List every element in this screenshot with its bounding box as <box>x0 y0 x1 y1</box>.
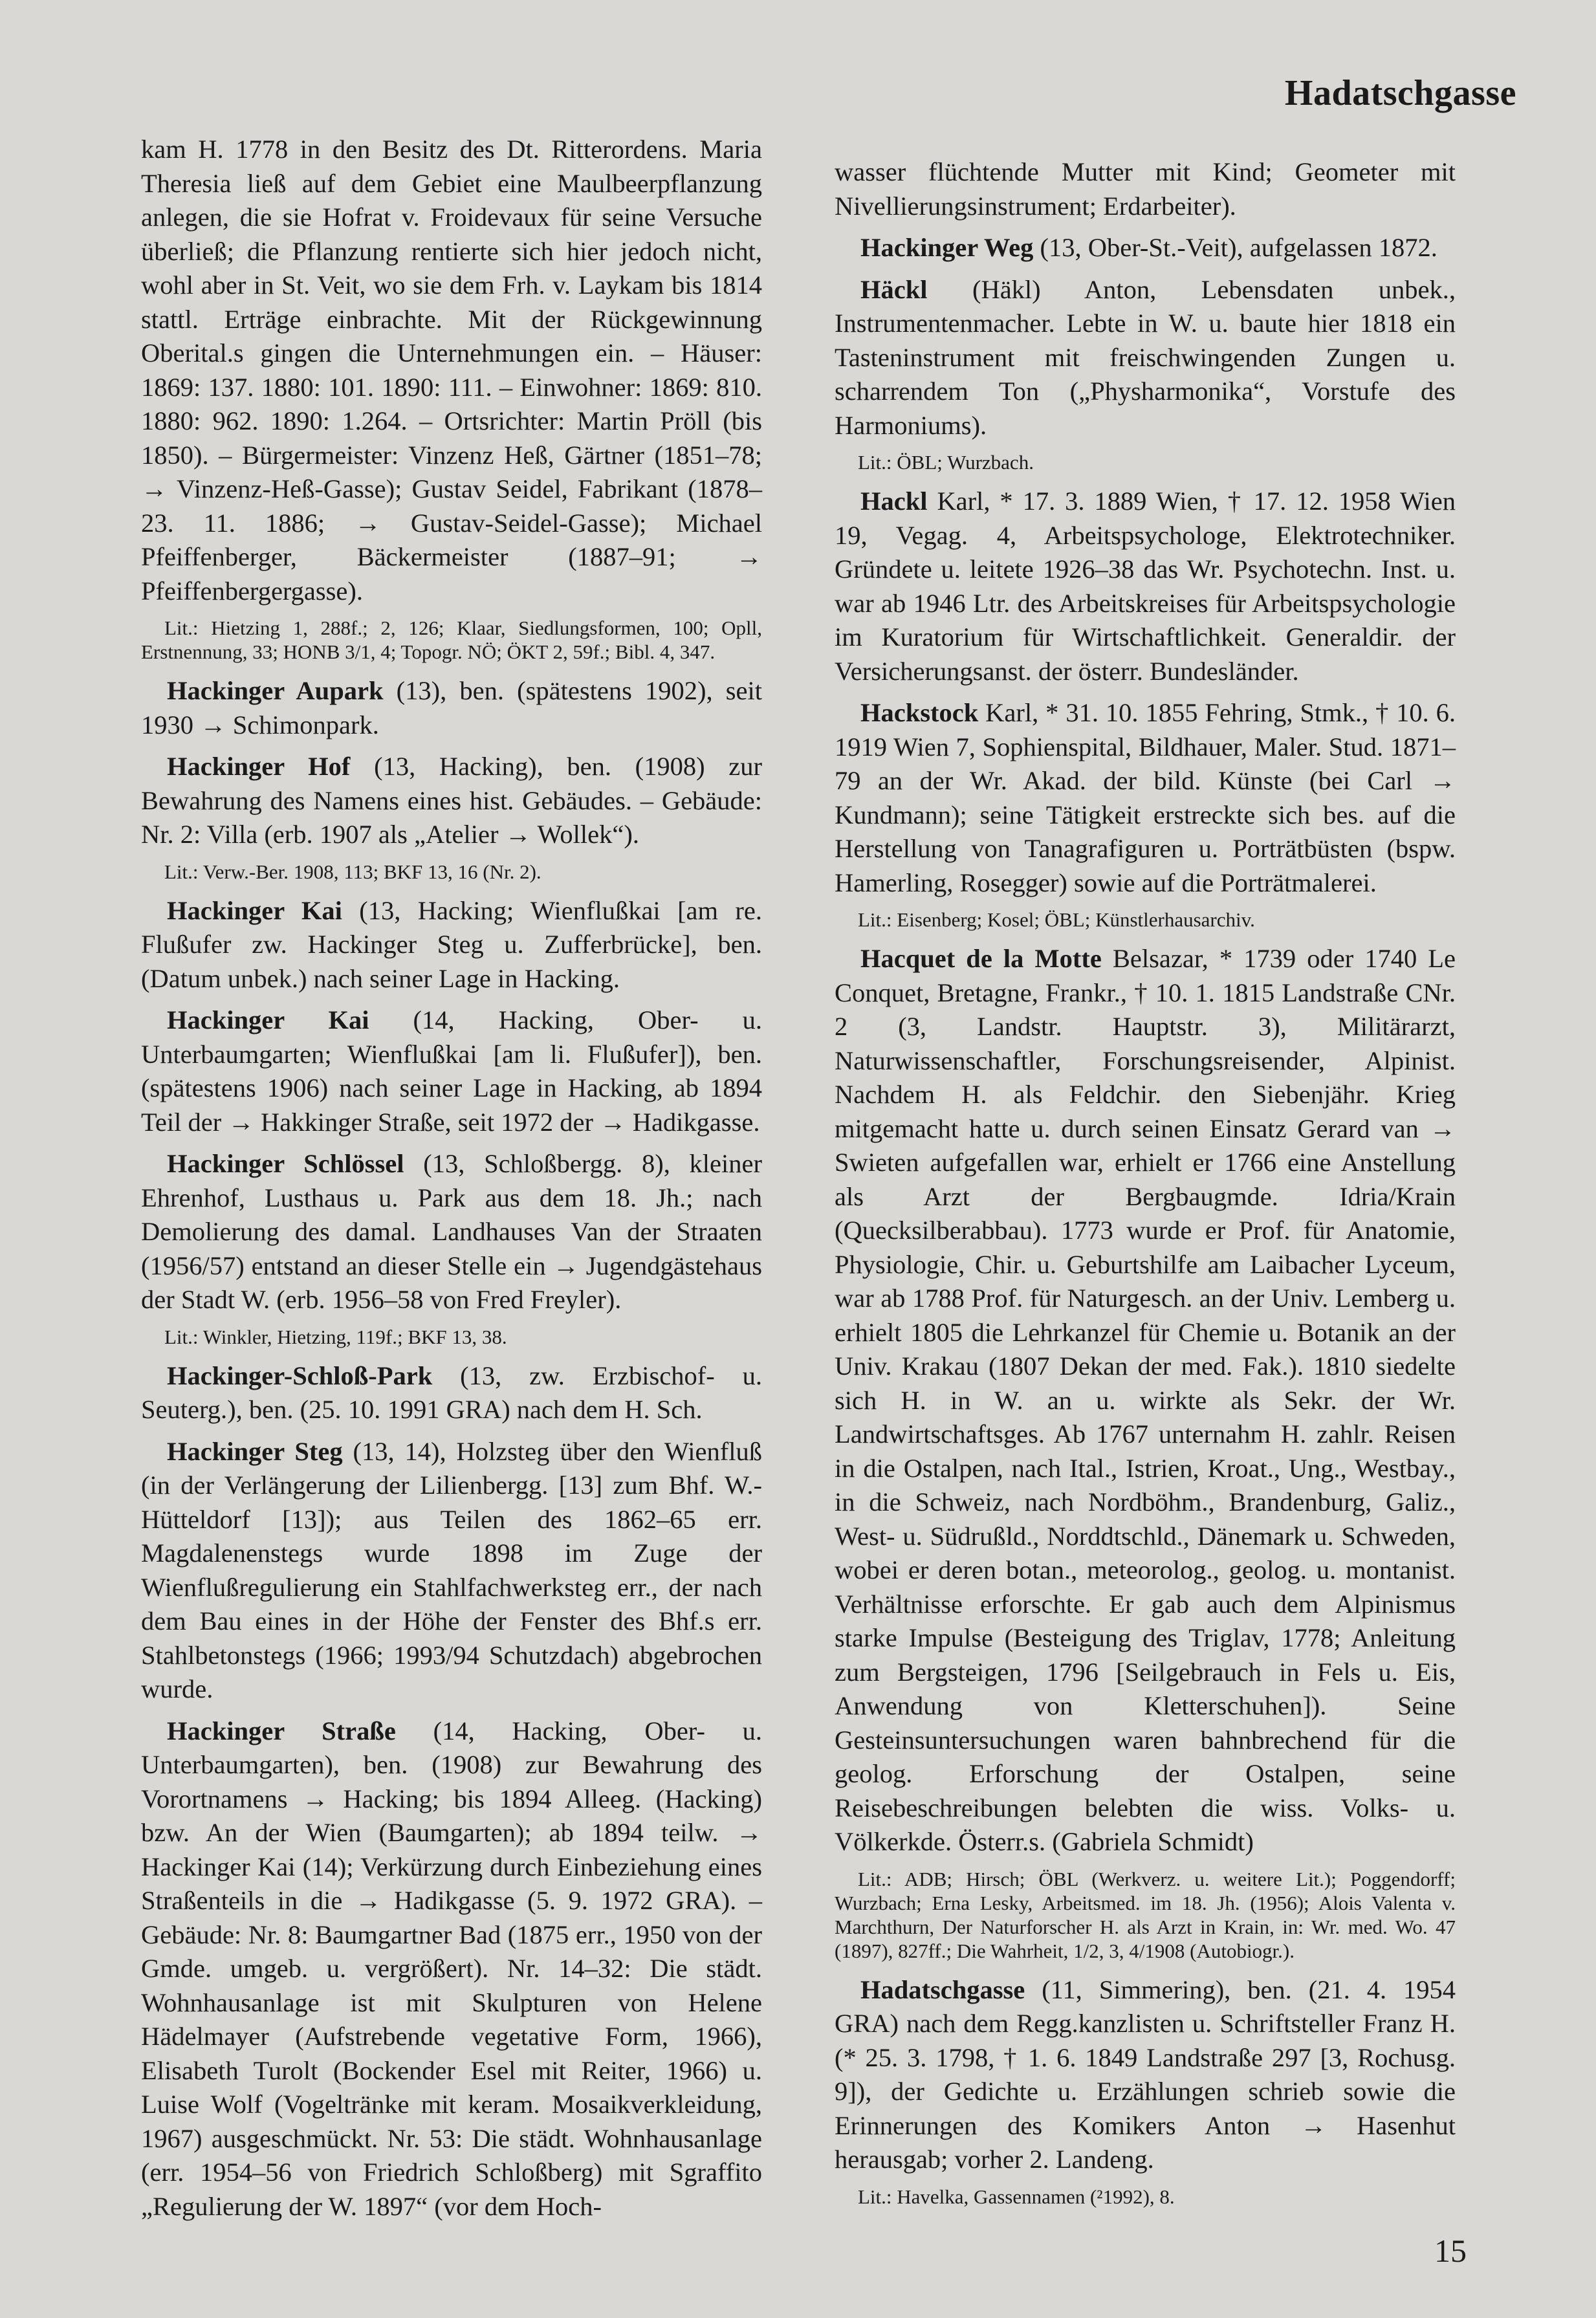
entry-literature: Lit.: Winkler, Hietzing, 119f.; BKF 13, 38. <box>164 1325 507 1348</box>
entry-text: Belsazar, * 1739 oder 1740 Le Conquet, Bretagne, Frankr., † 10. 1. 1815 Landstraße CNr. 2 (3, Landstr. Hauptstr. 3), Militärarzt, Naturwissenschaftler, Forschungsreisender, Alpinist. Nachdem H. als Feldchir. den Siebenjähr. Krieg mitgemacht hatte u. durch seinen Einsatz Gerard van → Swieten aufgefallen war, erhielt er 1766 eine Anstellung als Arzt der Bergbaugmde. Idria/Krain (Quecksilberabbau). 1773 wurde er Prof. für Anatomie, Physiologie, Chir. u. Geburtshilfe am Laibacher Lyceum, war ab 1788 Prof. für Naturgesch. an der Univ. Lemberg u. erhielt 1805 die Lehrkanzel für Chemie u. Botanik an der Univ. Krakau (1807 Dekan der med. Fak.). 1810 siedelte sich H. in W. an u. wirkte als Sekr. der Wr. Landwirtschaftsges. Ab 1767 unternahm H. zahlr. Reisen in die Ostalpen, nach Ital., Istrien, Kroat., Ung., Westbay., in die Schweiz, nach Nordböhm., Brandenburg, Galiz., West- u. Südrußld., Norddtschld., Dänemark u. Schweden, wobei er deren botan., meteorolog., geolog. u. montanist. Verhältnisse erforschte. Er gab auch dem Alpinismus starke Impulse (Besteigung des Triglav, 1778; Anleitung zum Bergsteigen, 1796 [Seilgebrauch in Fels u. Eis, Anwendung von Kletterschuhen]). Seine Gesteinsuntersuchungen waren bahnbrechend für die geolog. Erforschung der Ostalpen, seine Reisebeschreibungen belebten die wiss. Volks- u. Völkerkde. Österr.s. (Gabriela Schmidt) <box>835 944 1456 1856</box>
entry-text: (13, Ober-St.-Veit), aufgelassen 1872. <box>1040 233 1437 262</box>
entry-headword: Hackinger Kai <box>167 895 342 925</box>
entry-headword: Häckl <box>860 274 928 304</box>
entry-text: wasser flüchtende Mutter mit Kind; Geometer mit Nivellierungsinstrument; Erdarbeiter). <box>835 157 1456 221</box>
entry-literature: Lit.: ÖBL; Wurzbach. <box>858 451 1034 474</box>
entry-text: kam H. 1778 in den Besitz des Dt. Ritterordens. Maria Theresia ließ auf dem Gebiet eine Maulbeerpflanzung anlegen, die sie Hofrat v. Froidevaux für seine Versuche überließ; die Pflanzung rentierte sich hier jedoch nicht, wohl aber in St. Veit, wo sie dem Frh. v. Laykam bis 1814 stattl. Erträge einbrachte. Mit der Rückgewinnung Oberital.s gingen die Unternehmungen ein. – Häuser: 1869: 137. 1880: 101. 1890: 111. – Einwohner: 1869: 810. 1880: 962. 1890: 1.264. – Ortsrichter: Martin Pröll (bis 1850). – Bürgermeister: Vinzenz Heß, Gärtner (1851–78; → Vinzenz-Heß-Gasse); Gustav Seidel, Fabrikant (1878–23. 11. 1886; → Gustav-Seidel-Gasse); Michael Pfeiffenberger, Bäckermeister (1887–91; → Pfeiffenbergergasse). <box>141 135 762 606</box>
entry-text: (13, 14), Holzsteg über den Wienfluß (in der Verlängerung der Lilienbergg. [13] zum Bhf. W.-Hütteldorf [13]); aus Teilen des 1862–65 err. Magdalenenstegs wurde 1898 im Zuge der Wienflußregulierung ein Stahlfachwerksteg err., der nach dem Bau eines in der Höhe der Fenster des Bhf.s err. Stahlbetonstegs (1966; 1993/94 Schutzdach) abgebrochen wurde. <box>141 1436 763 1703</box>
entry-literature: Lit.: Verw.-Ber. 1908, 113; BKF 13, 16 (Nr. 2). <box>164 860 541 883</box>
entry-headword: Hackinger Steg <box>167 1436 343 1466</box>
entry <box>835 273 1456 443</box>
entry-text: (14, Hacking, Ober- u. Unterbaumgarten; Wienflußkai [am li. Flußufer]), ben. (spätestens 1906) nach seiner Lage in Hacking, ab 1894 Teil der → Hakkinger Straße, seit 1972 der → Hadikgasse. <box>141 1005 762 1137</box>
entry-headword: Hackl <box>860 487 928 516</box>
page-number: 15 <box>1434 2233 1467 2269</box>
entry-headword: Hadatschgasse <box>860 1974 1025 2004</box>
entry-headword: Hackinger Kai <box>167 1005 369 1034</box>
entry <box>141 1359 762 1427</box>
entry-text: (13, Hacking; Wienflußkai [am re. Flußufer zw. Hackinger Steg u. Zufferbrücke], ben. (Datum unbek.) nach seiner Lage in Hacking. <box>141 895 762 993</box>
entry-text: (13), ben. (spätestens 1902), seit 1930 → Schimonpark. <box>141 676 762 739</box>
entry <box>835 155 1456 223</box>
entry-headword: Hackinger Aupark <box>167 676 384 705</box>
entry-headword: Hackstock <box>860 698 979 727</box>
entry-headword: Hackinger Hof <box>167 752 351 781</box>
entry <box>835 696 1456 900</box>
entry-text: (14, Hacking, Ober- u. Unterbaumgarten), ben. (1908) zur Bewahrung des Vorortnamens → Hacking; bis 1894 Alleeg. (Hacking) bzw. An der Wien (Baumgarten); ab 1894 teilw. → Hackinger Kai (14); Verkürzung durch Einbeziehung eines Straßenteils in die → Hadikgasse (5. 9. 1972 GRA). – Gebäude: Nr. 8: Baumgartner Bad (1875 err., 1950 von der Gmde. umgeb. u. vergrößert). Nr. 14–32: Die städt. Wohnhausanlage ist mit Skulpturen von Helene Hädelmayer (Aufstrebende vegetative Form, 1966), Elisabeth Turolt (Bockender Esel mit Reiter, 1966) u. Luise Wolf (Vogeltränke mit keram. Mosaikverkleidung, 1967) ausgeschmückt. Nr. 53: Die städt. Wohnhausanlage (err. 1954–56 von Friedrich Schloßberg) mit Sgraffito „Regulierung der W. 1897“ (vor dem Hoch- <box>141 1716 763 2221</box>
right-column <box>835 155 1456 2219</box>
entry-headword: Hackinger Schlössel <box>167 1149 404 1178</box>
entry <box>835 942 1456 1859</box>
entry <box>141 894 762 996</box>
entry <box>141 1435 762 1707</box>
entry-headword: Hackinger-Schloß-Park <box>167 1361 433 1390</box>
entry-text: (13, Schloßbergg. 8), kleiner Ehrenhof, Lusthaus u. Park aus dem 18. Jh.; nach Demolierung des damal. Landhauses Van der Straaten (1956/57) entstand an dieser Stelle ein → Jugendgästehaus der Stadt W. (erb. 1956–58 von Fred Freyler). <box>141 1149 763 1314</box>
entry <box>141 674 762 742</box>
entry <box>141 1003 762 1139</box>
entry-literature: Lit.: Eisenberg; Kosel; ÖBL; Künstlerhausarchiv. <box>858 908 1255 931</box>
left-column <box>141 133 762 2231</box>
entry-text: Karl, * 17. 3. 1889 Wien, † 17. 12. 1958 Wien 19, Vegag. 4, Arbeitspsychologe, Elektrotechniker. Gründete u. leitete 1926–38 das Wr. Psychotechn. Inst. u. war ab 1946 Ltr. des Arbeitskreises für Arbeitspsychologie im Kuratorium für Wirtschaftlichkeit. Generaldir. der Versicherungsanst. der österr. Bundesländer. <box>835 487 1456 686</box>
entry-literature: Lit.: ADB; Hirsch; ÖBL (Werkverz. u. weitere Lit.); Poggendorff; Wurzbach; Erna Lesky, Arbeitsmed. im 18. Jh. (1956); Alois Valenta v. Marchthurn, Der Naturforscher H. als Arzt in Krain, in: Wr. med. Wo. 47 (1897), 827ff.; Die Wahrheit, 1/2, 3, 4/1908 (Autobiogr.). <box>835 1867 1456 1962</box>
entry <box>141 1147 762 1317</box>
entry-headword: Hackinger Weg <box>860 233 1034 262</box>
entry-literature: Lit.: Hietzing 1, 288f.; 2, 126; Klaar, Siedlungsformen, 100; Opll, Erstnennung, 33; HONB 3/1, 4; Topogr. NÖ; ÖKT 2, 59f.; Bibl. 4, 347. <box>141 617 762 663</box>
entry <box>835 231 1456 265</box>
entry-literature: Lit.: Havelka, Gassennamen (²1992), 8. <box>858 2185 1175 2208</box>
entry <box>141 133 762 608</box>
entry-text: Karl, * 31. 10. 1855 Fehring, Stmk., † 10. 6. 1919 Wien 7, Sophienspital, Bildhauer, Maler. Stud. 1871–79 an der Wr. Akad. der bild. Künste (bei Carl → Kundmann); seine Tätigkeit erstreckte sich bes. auf die Herstellung von Tanagrafiguren u. Porträtbüsten (bspw. Hamerling, Rosegger) sowie auf die Porträtmalerei. <box>835 698 1456 897</box>
entry-text: (13, Hacking), ben. (1908) zur Bewahrung des Namens eines hist. Gebäudes. – Gebäude: Nr. 2: Villa (erb. 1907 als „Atelier → Wollek“). <box>141 752 762 849</box>
entry-headword: Hacquet de la Motte <box>860 944 1102 973</box>
entry <box>835 485 1456 688</box>
running-head-title: Hadatschgasse <box>1284 73 1516 113</box>
entry <box>141 1714 762 2224</box>
entry-text: (11, Simmering), ben. (21. 4. 1954 GRA) nach dem Regg.kanzlisten u. Schriftsteller Franz H. (* 25. 3. 1798, † 1. 6. 1849 Landstraße 297 [3, Rochusg. 9]), der Gedichte u. Erzählungen schrieb sowie die Erinnerungen des Komikers Anton → Hasenhut herausgab; vorher 2. Landeng. <box>835 1974 1456 2174</box>
entry-text: (13, zw. Erzbischof- u. Seuterg.), ben. (25. 10. 1991 GRA) nach dem H. Sch. <box>141 1361 762 1424</box>
entry-headword: Hackinger Straße <box>167 1716 396 1745</box>
entry <box>835 1973 1456 2177</box>
entry-text: (Häkl) Anton, Lebensdaten unbek., Instrumentenmacher. Lebte in W. u. baute hier 1818 ein Tasteninstrument mit freischwingenden Zungen u. scharrendem Ton („Physharmonika“, Vorstufe des Harmoniums). <box>835 274 1456 440</box>
entry <box>141 750 762 852</box>
